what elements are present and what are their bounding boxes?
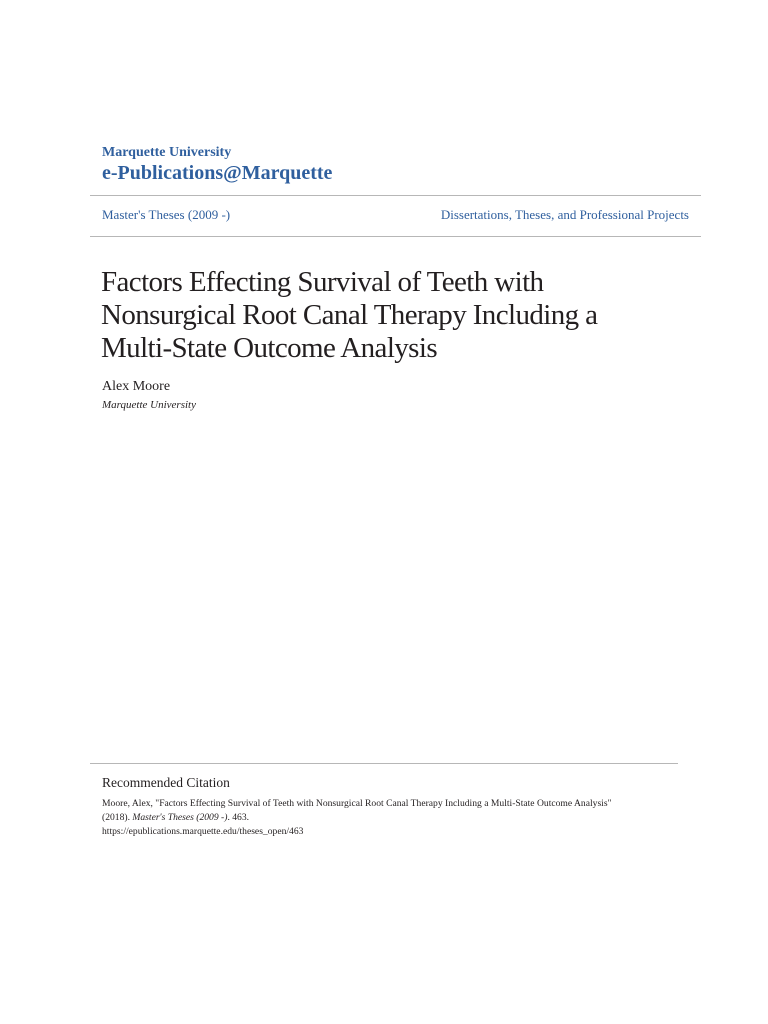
header-divider-top [90, 195, 701, 196]
citation-line [102, 811, 672, 825]
header-divider-bottom [90, 236, 701, 237]
citation-divider [90, 763, 678, 764]
collection-link-dissertations[interactable]: Dissertations, Theses, and Professional Projects [440, 207, 689, 222]
citation-year: (2018). [102, 812, 133, 823]
citation-url[interactable]: https://epublications.marquette.edu/theses_open/463 [102, 826, 304, 837]
author-affiliation: Marquette University [102, 399, 196, 411]
citation-series: Master's Theses (2009 -) [132, 812, 228, 823]
document-title [101, 266, 661, 365]
citation-number: . 463. [227, 812, 250, 823]
repository-name[interactable]: e-Publications@Marquette [102, 162, 333, 184]
institution-name: Marquette University [102, 145, 232, 160]
author-name: Alex Moore [102, 379, 171, 394]
citation-heading: Recommended Citation [102, 775, 230, 790]
citation-line: Moore, Alex, "Factors Effecting Survival of Teeth with Nonsurgical Root Canal Therapy Including a Multi-State Outcome Analysis" [102, 798, 612, 809]
document-title-line: Factors Effecting Survival of Teeth with [101, 266, 544, 298]
document-title-line: Nonsurgical Root Canal Therapy Including a [101, 299, 598, 331]
document-title-line: Multi-State Outcome Analysis [101, 332, 438, 364]
collection-link-masters-theses[interactable]: Master's Theses (2009 -) [102, 207, 231, 222]
citation-body [102, 797, 672, 839]
